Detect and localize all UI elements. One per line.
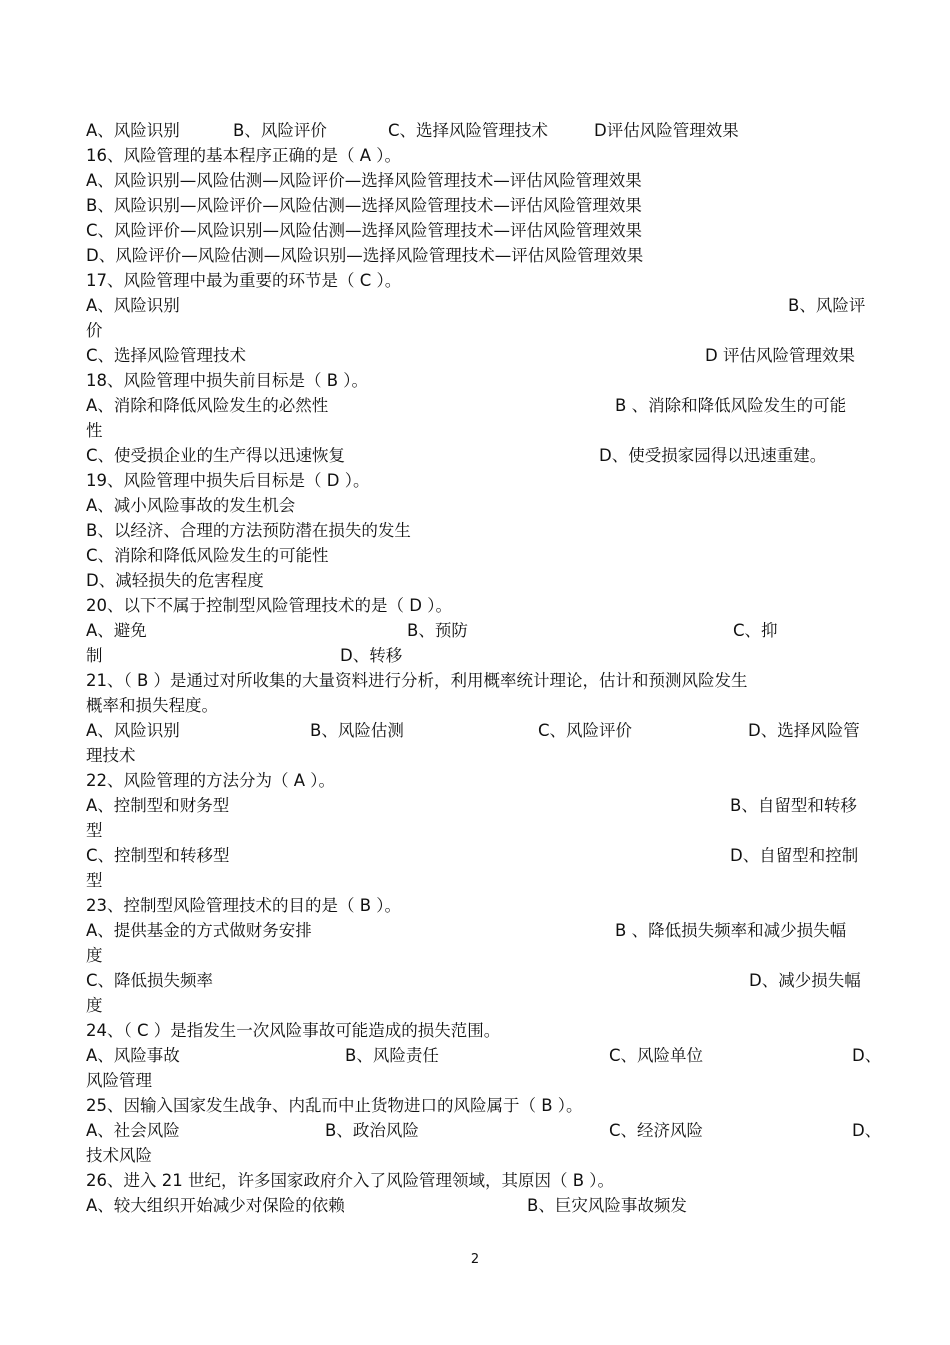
text-segment: A、提供基金的方式做财务安排 — [86, 921, 312, 940]
text-segment: C、选择风险管理技术 — [388, 121, 549, 140]
text-line — [0, 168, 950, 193]
text-segment: C、消除和降低风险发生的可能性 — [86, 546, 329, 565]
text-line — [0, 618, 950, 643]
text-segment: 26、进入 21 世纪，许多国家政府介入了风险管理领域，其原因（ B ）。 — [86, 1171, 615, 1190]
text-segment: D、风险评价—风险估测—风险识别—选择风险管理技术—评估风险管理效果 — [86, 246, 644, 265]
text-line — [0, 743, 950, 768]
text-segment: B 、降低损失频率和减少损失幅 — [615, 921, 847, 940]
text-line — [0, 1043, 950, 1068]
text-segment: 16、风险管理的基本程序正确的是（ A ）。 — [86, 146, 402, 165]
text-segment: 性 — [86, 421, 103, 440]
text-line — [0, 268, 950, 293]
text-segment: B、以经济、合理的方法预防潜在损失的发生 — [86, 521, 411, 540]
text-line — [0, 468, 950, 493]
text-line — [0, 1093, 950, 1118]
text-segment: C、选择风险管理技术 — [86, 346, 247, 365]
text-segment: 型 — [86, 821, 103, 840]
text-line — [0, 893, 950, 918]
text-segment: B、风险估测 — [310, 721, 404, 740]
text-line — [0, 718, 950, 743]
text-segment: A、风险识别 — [86, 296, 180, 315]
text-line — [0, 243, 950, 268]
text-segment: A、较大组织开始减少对保险的依赖 — [86, 1196, 345, 1215]
text-segment: B、预防 — [407, 621, 468, 640]
text-segment: C、经济风险 — [609, 1121, 704, 1140]
text-segment: A、社会风险 — [86, 1121, 180, 1140]
text-segment: B、政治风险 — [325, 1121, 419, 1140]
text-line — [0, 1143, 950, 1168]
text-segment: 制 — [86, 646, 103, 665]
text-segment: A、风险识别 — [86, 121, 180, 140]
text-segment: A、控制型和财务型 — [86, 796, 230, 815]
text-line — [0, 193, 950, 218]
text-segment: 19、风险管理中损失后目标是（ D ）。 — [86, 471, 370, 490]
text-segment: 17、风险管理中最为重要的环节是（ C ）。 — [86, 271, 402, 290]
text-line — [0, 1168, 950, 1193]
text-line — [0, 593, 950, 618]
text-segment: D、自留型和控制 — [730, 846, 859, 865]
text-line — [0, 918, 950, 943]
text-line — [0, 1068, 950, 1093]
text-segment: D、 — [852, 1121, 882, 1140]
text-segment: 22、风险管理的方法分为（ A ）。 — [86, 771, 336, 790]
text-segment: D、减少损失幅 — [749, 971, 861, 990]
text-line — [0, 118, 950, 143]
text-line — [0, 868, 950, 893]
text-segment: 25、因输入国家发生战争、内乱而中止货物进口的风险属于（ B ）。 — [86, 1096, 583, 1115]
text-segment: 20、以下不属于控制型风险管理技术的是（ D ）。 — [86, 596, 452, 615]
text-segment: A、风险识别 — [86, 721, 180, 740]
text-line — [0, 218, 950, 243]
text-segment: 21、（ B ）是通过对所收集的大量资料进行分析，利用概率统计理论，估计和预测风险发生 — [86, 671, 748, 690]
text-line — [0, 368, 950, 393]
text-line — [0, 393, 950, 418]
text-segment: B 、消除和降低风险发生的可能 — [615, 396, 847, 415]
text-segment: D、使受损家园得以迅速重建。 — [599, 446, 827, 465]
text-segment: 技术风险 — [86, 1146, 152, 1165]
text-segment: B、风险责任 — [345, 1046, 439, 1065]
text-line — [0, 1193, 950, 1218]
text-segment: 24、（ C ）是指发生一次风险事故可能造成的损失范围。 — [86, 1021, 501, 1040]
text-line — [0, 318, 950, 343]
text-segment: A、避免 — [86, 621, 147, 640]
text-segment: D评估风险管理效果 — [594, 121, 739, 140]
text-segment: A、消除和降低风险发生的必然性 — [86, 396, 329, 415]
text-line — [0, 518, 950, 543]
text-segment: B、风险评价 — [233, 121, 327, 140]
text-line — [0, 343, 950, 368]
text-line — [0, 968, 950, 993]
text-segment: 理技术 — [86, 746, 136, 765]
text-segment: 18、风险管理中损失前目标是（ B ）。 — [86, 371, 369, 390]
text-line — [0, 568, 950, 593]
text-segment: B、自留型和转移 — [730, 796, 857, 815]
text-line — [0, 143, 950, 168]
text-segment: 度 — [86, 946, 103, 965]
text-segment: D 评估风险管理效果 — [705, 346, 855, 365]
text-line — [0, 293, 950, 318]
text-segment: A、风险事故 — [86, 1046, 180, 1065]
text-line — [0, 843, 950, 868]
text-segment: B、风险评 — [788, 296, 866, 315]
text-segment: C、风险评价 — [538, 721, 633, 740]
text-line — [0, 1018, 950, 1043]
text-segment: B、风险识别—风险评价—风险估测—选择风险管理技术—评估风险管理效果 — [86, 196, 642, 215]
text-segment: A、减小风险事故的发生机会 — [86, 496, 296, 515]
text-line — [0, 818, 950, 843]
text-line — [0, 543, 950, 568]
page-number: 2 — [470, 1252, 480, 1267]
text-segment: C、风险单位 — [609, 1046, 704, 1065]
text-segment: C、使受损企业的生产得以迅速恢复 — [86, 446, 346, 465]
text-line — [0, 668, 950, 693]
text-line — [0, 418, 950, 443]
text-line — [0, 943, 950, 968]
text-segment: C、抑 — [733, 621, 778, 640]
text-line — [0, 493, 950, 518]
text-segment: D、减轻损失的危害程度 — [86, 571, 264, 590]
text-segment: C、控制型和转移型 — [86, 846, 230, 865]
text-segment: 价 — [86, 321, 103, 340]
text-line — [0, 1118, 950, 1143]
text-segment: C、风险评价—风险识别—风险估测—选择风险管理技术—评估风险管理效果 — [86, 221, 643, 240]
text-segment: D、转移 — [340, 646, 403, 665]
text-segment: 度 — [86, 996, 103, 1015]
text-segment: D、选择风险管 — [748, 721, 860, 740]
text-segment: 型 — [86, 871, 103, 890]
text-segment: 23、控制型风险管理技术的目的是（ B ）。 — [86, 896, 402, 915]
text-line — [0, 443, 950, 468]
text-segment: C、降低损失频率 — [86, 971, 214, 990]
text-line — [0, 768, 950, 793]
text-segment: D、 — [852, 1046, 882, 1065]
text-line — [0, 643, 950, 668]
text-line — [0, 793, 950, 818]
text-line — [0, 993, 950, 1018]
text-segment: 风险管理 — [86, 1071, 152, 1090]
text-segment: B、巨灾风险事故频发 — [527, 1196, 687, 1215]
text-segment: A、风险识别—风险估测—风险评价—选择风险管理技术—评估风险管理效果 — [86, 171, 642, 190]
text-segment: 概率和损失程度。 — [86, 696, 218, 715]
text-line — [0, 693, 950, 718]
